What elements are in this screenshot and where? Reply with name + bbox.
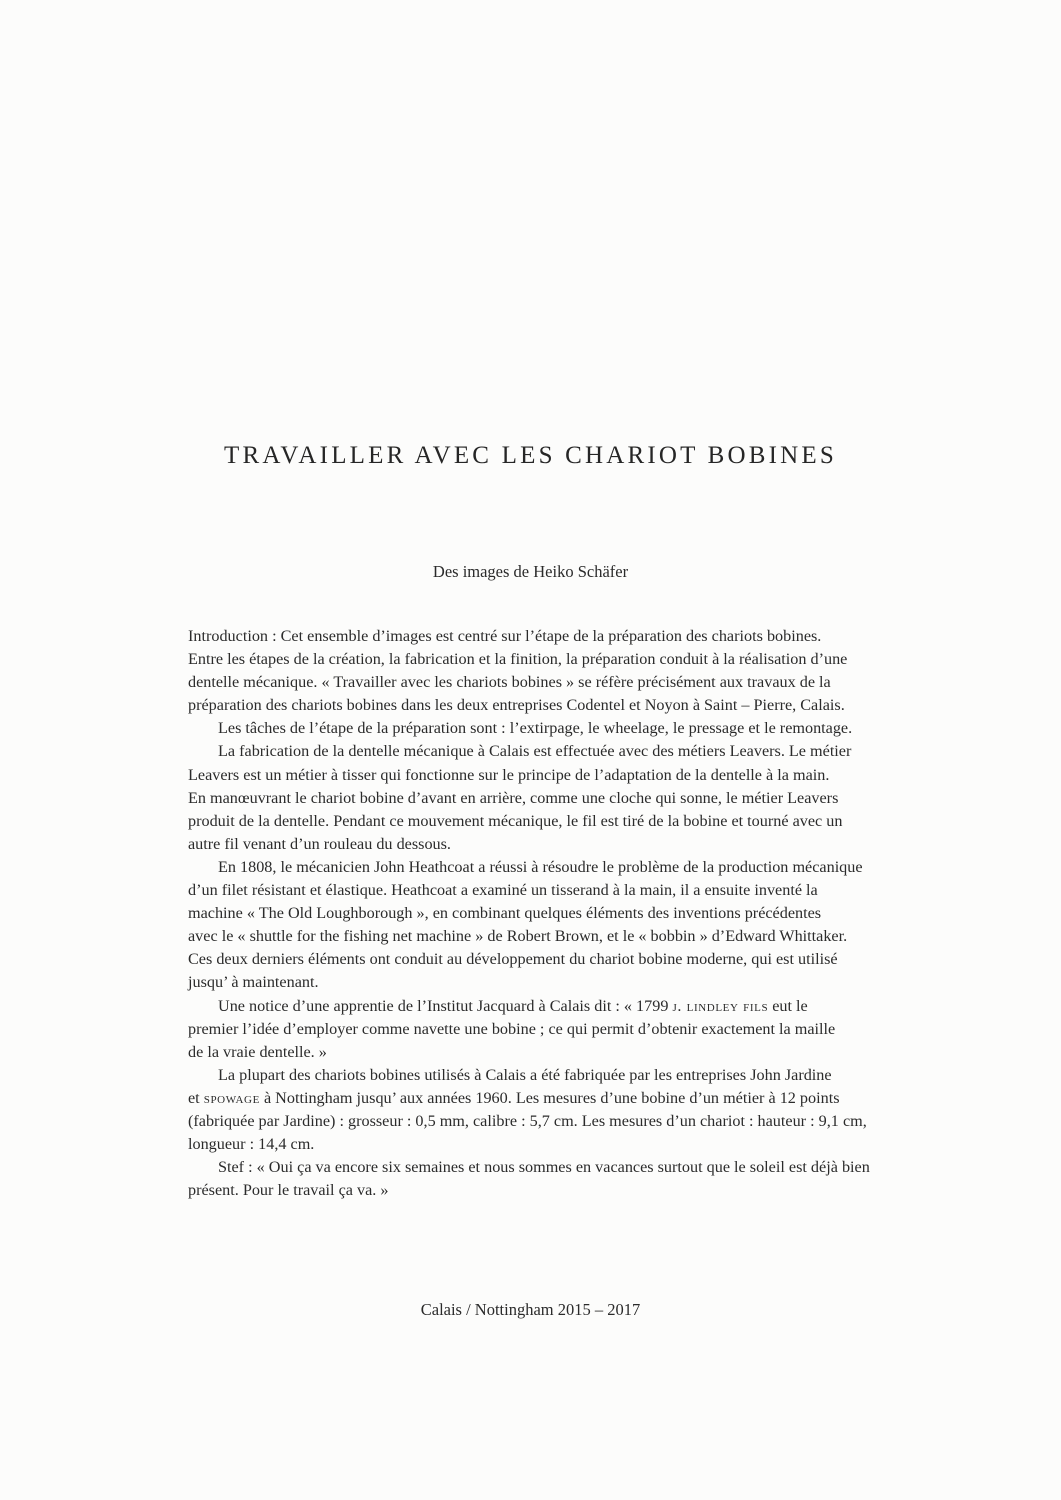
text-line: Entre les étapes de la création, la fabrication et la finition, la préparation conduit à la réalisation d’une	[188, 650, 848, 669]
text-line: En manœuvrant le chariot bobine d’avant en arrière, comme une cloche qui sonne, le métier Leavers	[188, 788, 839, 807]
text-line: machine « The Old Loughborough », en combinant quelques éléments des inventions précédentes	[188, 904, 822, 923]
text-line: de la vraie dentelle. »	[188, 1042, 327, 1061]
text-line: présent. Pour le travail ça va. »	[188, 1181, 389, 1200]
text-segment: eut le	[768, 996, 808, 1015]
text-line: (fabriquée par Jardine) : grosseur : 0,5 mm, calibre : 5,7 cm. Les mesures d’un chariot : hauteur : 9,1 cm,	[188, 1111, 867, 1130]
text-line: Stef : « Oui ça va encore six semaines et nous sommes en vacances surtout que le soleil est déjà bien	[218, 1158, 870, 1177]
text-segment: et	[188, 1088, 204, 1107]
paragraph-jardine	[188, 1064, 920, 1156]
text-line	[188, 995, 920, 1018]
page-title: TRAVAILLER AVEC LES CHARIOT BOBINES	[224, 442, 837, 469]
text-line: d’un filet résistant et élastique. Heathcoat a examiné un tisserand à la main, il a ensuite inventé la	[188, 881, 818, 900]
paragraph-introduction	[188, 625, 920, 717]
text-segment: à Nottingham jusqu’ aux années 1960. Les mesures d’une bobine d’un métier à 12 points	[259, 1088, 840, 1107]
text-line: Les tâches de l’étape de la préparation sont : l’extirpage, le wheelage, le pressage et le remontage.	[218, 719, 853, 738]
small-caps-name: j. lindley fils	[672, 996, 769, 1015]
paragraph-heathcoat	[188, 856, 920, 995]
paragraph-stef-quote	[188, 1156, 920, 1202]
text-line: Ces deux derniers éléments ont conduit au développement du chariot bobine moderne, qui est utilisé	[188, 950, 838, 969]
text-line: produit de la dentelle. Pendant ce mouvement mécanique, le fil est tiré de la bobine et tourné avec un	[188, 811, 843, 830]
text-line: La fabrication de la dentelle mécanique à Calais est effectuée avec des métiers Leavers. Le métier	[218, 742, 852, 761]
small-caps-name: spowage	[203, 1088, 260, 1107]
text-line: autre fil venant d’un rouleau du dessous.	[188, 834, 451, 853]
paragraph-fabrication	[188, 740, 920, 855]
paragraph-taches	[188, 717, 920, 740]
text-line: Leavers est un métier à tisser qui fonctionne sur le principe de l’adaptation de la dentelle à la main.	[188, 765, 830, 784]
text-line: jusqu’ à maintenant.	[188, 973, 319, 992]
text-line: dentelle mécanique. « Travailler avec les chariots bobines » se réfère précisément aux travaux de la	[188, 673, 831, 692]
text-line: longueur : 14,4 cm.	[188, 1135, 315, 1154]
subtitle: Des images de Heiko Schäfer	[432, 562, 629, 581]
footer-place-dates: Calais / Nottingham 2015 – 2017	[420, 1300, 641, 1319]
body-text	[188, 625, 920, 1202]
text-line: préparation des chariots bobines dans les deux entreprises Codentel et Noyon à Saint – Pierre, Calais.	[188, 696, 845, 715]
text-line: avec le « shuttle for the fishing net machine » de Robert Brown, et le « bobbin » d’Edward Whittaker.	[188, 927, 848, 946]
text-line	[188, 1087, 920, 1110]
text-line: Introduction : Cet ensemble d’images est centré sur l’étape de la préparation des chariots bobines.	[188, 627, 822, 645]
text-line: En 1808, le mécanicien John Heathcoat a réussi à résoudre le problème de la production mécanique	[218, 857, 863, 876]
text-segment: Une notice d’une apprentie de l’Institut Jacquard à Calais dit : « 1799	[218, 996, 673, 1015]
text-line: premier l’idée d’employer comme navette une bobine ; ce qui permit d’obtenir exactement la maille	[188, 1019, 836, 1038]
text-line: La plupart des chariots bobines utilisés à Calais a été fabriquée par les entreprises John Jardine	[218, 1065, 832, 1084]
paragraph-notice	[188, 995, 920, 1064]
